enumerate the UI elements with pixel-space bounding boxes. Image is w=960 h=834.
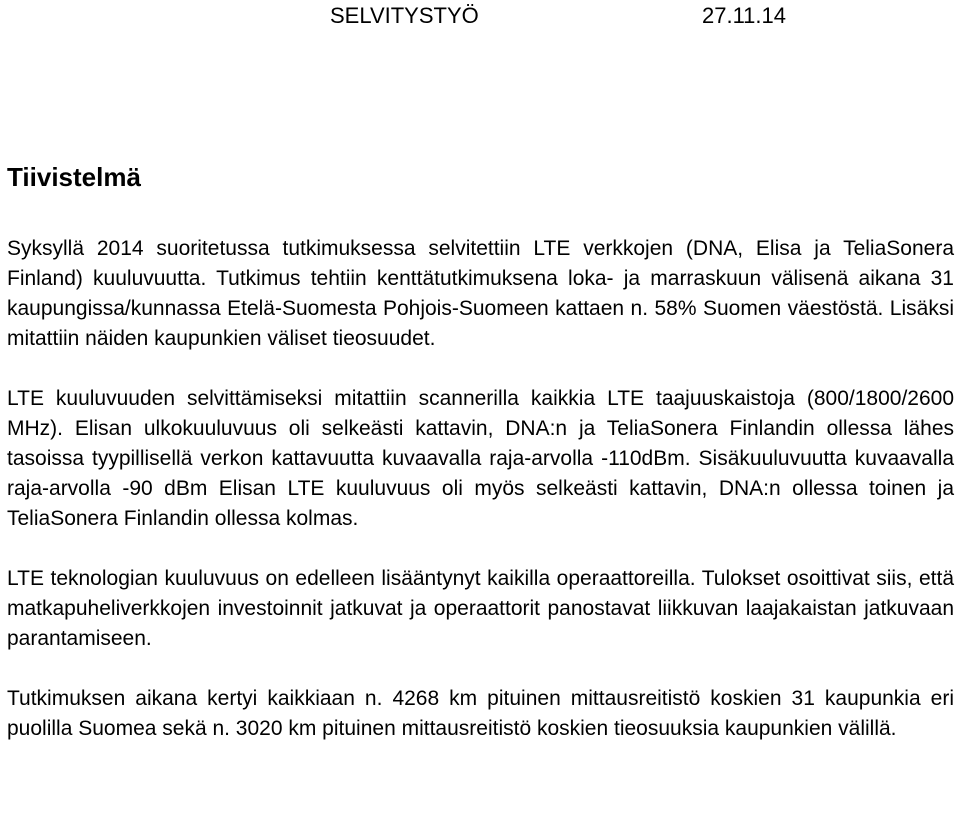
paragraph-coverage-results: LTE kuuluvuuden selvittämiseksi mitattiin scannerilla kaikkia LTE taajuuskaistoja (800/1800/2600 MHz). Elisan ulkokuuluvuus oli selkeästi kattavin, DNA:n ja TeliaSonera Finlandin ollessa lähes tasoissa tyypillisellä verkon kattavuutta kuvaavalla raja-arvolla -110dBm. Sisäkuuluvuutta kuvaavalla raja-arvolla -90 dBm Elisan LTE kuuluvuus oli myös selkeästi kattavin, DNA:n ollessa toinen ja TeliaSonera Finlandin ollessa kolmas. <box>7 387 954 530</box>
page-header <box>0 0 960 34</box>
paragraph-measurement-routes: Tutkimuksen aikana kertyi kaikkiaan n. 4268 km pituinen mittausreitistö koskien 31 kaupunkia eri puolilla Suomea sekä n. 3020 km pituinen mittausreitistö koskien tieosuuksia kaupunkien välillä. <box>7 687 954 740</box>
document-body <box>7 160 954 774</box>
section-title: Tiivistelmä <box>7 162 141 192</box>
paragraph-summary: Syksyllä 2014 suoritetussa tutkimuksessa selvitettiin LTE verkkojen (DNA, Elisa ja TeliaSonera Finland) kuuluvuutta. Tutkimus tehtiin kenttätutkimuksena loka- ja marraskuun välisenä aikana 31 kaupungissa/kunnassa Etelä-Suomesta Pohjois-Suomeen kattaen n. 58% Suomen väestöstä. Lisäksi mitattiin näiden kaupunkien väliset tieosuudet. <box>7 237 954 350</box>
document-date: 27.11.14 <box>702 3 787 28</box>
document-type-label: SELVITYSTYÖ <box>330 3 479 28</box>
paragraph-conclusion: LTE teknologian kuuluvuus on edelleen lisääntynyt kaikilla operaattoreilla. Tulokset osoittivat siis, että matkapuheliverkkojen investoinnit jatkuvat ja operaattorit panostavat liikkuvan laajakaistan jatkuvaan parantamiseen. <box>7 567 954 650</box>
